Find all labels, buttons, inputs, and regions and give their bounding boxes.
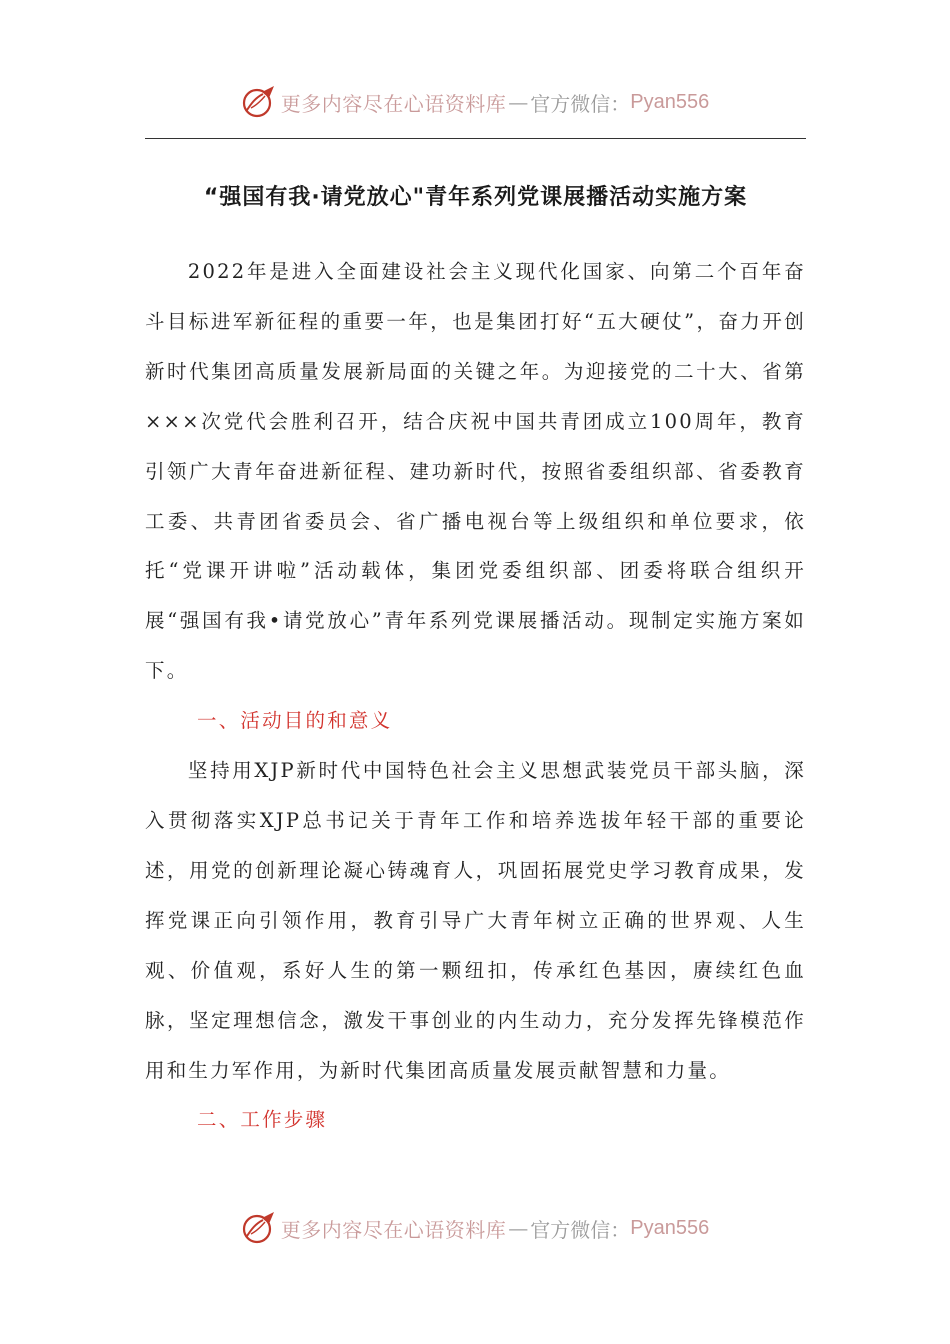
- document-title: “强国有我·请党放心"青年系列党课展播活动实施方案: [203, 185, 748, 210]
- document-body: [145, 247, 806, 1145]
- watermark-wechat-id: Pyan556: [630, 90, 710, 113]
- watermark-wechat-label: 官方微信：: [530, 1217, 631, 1242]
- watermark-separator: —: [508, 90, 529, 114]
- watermark-text: 更多内容尽在心语资料库: [280, 91, 507, 116]
- watermark-separator: —: [508, 1216, 529, 1240]
- header-divider: [145, 138, 806, 139]
- watermark-wechat-label: 官方微信：: [530, 91, 631, 116]
- watermark-text: 更多内容尽在心语资料库: [280, 1217, 507, 1242]
- pen-logo-icon: [241, 1210, 277, 1246]
- intro-paragraph: 2022年是进入全面建设社会主义现代化国家、向第二个百年奋斗目标进军新征程的重要一年，也是集团打好“五大硬仗”，奋力开创新时代集团高质量发展新局面的关键之年。为迎接党的二十大、省第×××次党代会胜利召开，结合庆祝中国共青团成立100周年，教育引领广大青年奋进新征程、建功新时代，按照省委组织部、省委教育工委、共青团省委员会、省广播电视台等上级组织和单位要求，依托“党课开讲啦”活动载体，集团党委组织部、团委将联合组织开展“强国有我•请党放心”青年系列党课展播活动。现制定实施方案如下。: [145, 260, 806, 683]
- section-heading-purpose: 一、活动目的和意义: [197, 709, 393, 733]
- pen-logo-icon: [241, 84, 277, 120]
- section-heading-steps: 二、工作步骤: [197, 1108, 328, 1132]
- purpose-paragraph: 坚持用XJP新时代中国特色社会主义思想武装党员干部头脑，深入贯彻落实XJP总书记关于青年工作和培养选拔年轻干部的重要论述，用党的创新理论凝心铸魂育人，巩固拓展党史学习教育成果，发挥党课正向引领作用，教育引导广大青年树立正确的世界观、人生观、价值观，系好人生的第一颗纽扣，传承红色基因，赓续红色血脉，坚定理想信念，激发干事创业的内生动力，充分发挥先锋模范作用和生力军作用，为新时代集团高质量发展贡献智慧和力量。: [145, 759, 806, 1082]
- watermark-wechat-id: Pyan556: [630, 1216, 710, 1239]
- footer-watermark: [0, 1206, 950, 1250]
- header-watermark: [0, 80, 950, 124]
